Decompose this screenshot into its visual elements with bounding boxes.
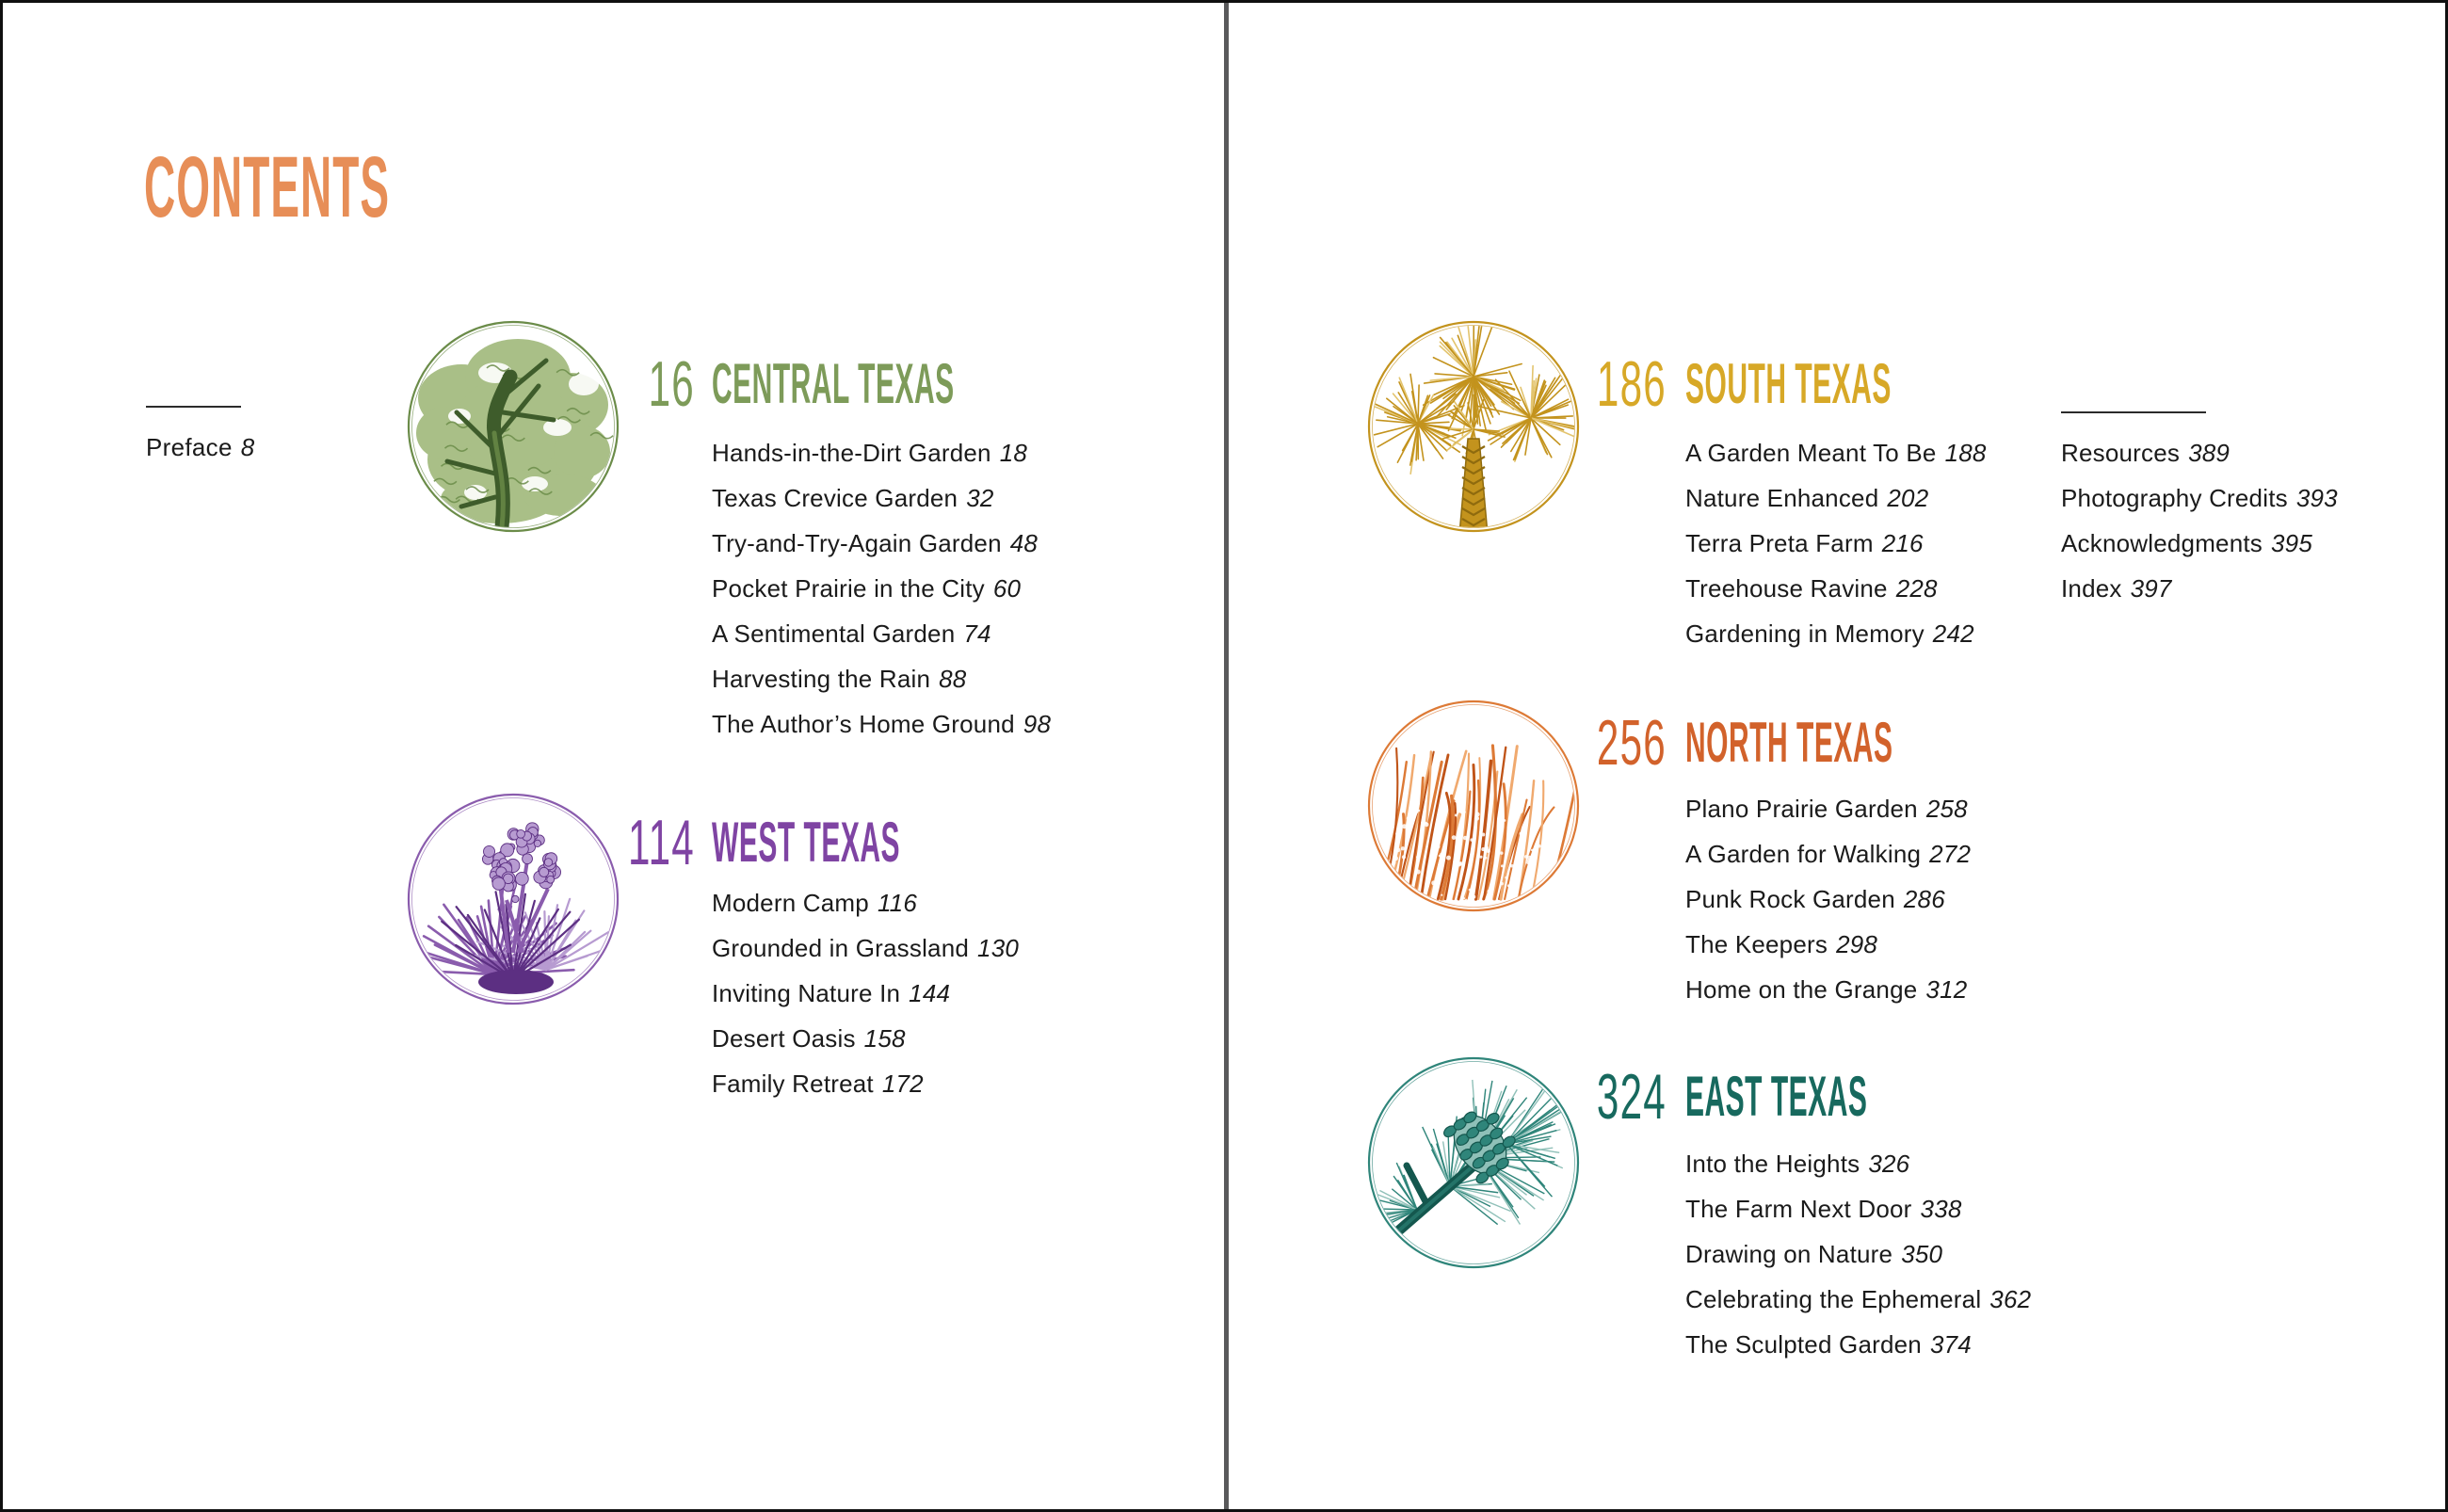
end-matter-list	[2061, 430, 2338, 611]
section-page-number: 114	[628, 807, 695, 878]
end-matter-title: Index	[2061, 574, 2122, 603]
chapter-page-number: 286	[1903, 885, 1945, 913]
chapter-page-number: 272	[1929, 840, 1972, 868]
chapter-page-number: 362	[1989, 1285, 2032, 1313]
page-title: CONTENTS	[144, 139, 390, 235]
chapter-page-number: 144	[909, 979, 951, 1007]
chapter-title: Grounded in Grassland	[712, 934, 970, 962]
chapter-page-number: 60	[992, 574, 1022, 603]
chapter-page-number: 374	[1929, 1330, 1972, 1359]
end-matter-page-number: 393	[2295, 484, 2338, 512]
yucca-icon	[405, 791, 621, 1007]
chapter-title: Home on the Grange	[1685, 975, 1918, 1004]
chapter-title: The Farm Next Door	[1685, 1195, 1912, 1223]
chapter-page-number: 48	[1009, 529, 1039, 557]
section-title: CENTRAL TEXAS	[712, 352, 955, 415]
section-page-number: 256	[1596, 707, 1667, 779]
chapter-entry	[1685, 877, 1971, 922]
chapter-entry	[1685, 611, 1987, 656]
end-matter-entry	[2061, 475, 2338, 521]
chapter-page-number: 338	[1920, 1195, 1962, 1223]
chapter-title: Desert Oasis	[712, 1024, 856, 1053]
chapter-title: Hands-in-the-Dirt Garden	[712, 439, 991, 467]
chapter-entry	[712, 475, 1051, 521]
end-matter-title: Acknowledgments	[2061, 529, 2263, 557]
chapter-title: Plano Prairie Garden	[1685, 795, 1918, 823]
section-title: EAST TEXAS	[1685, 1065, 1868, 1128]
chapter-title: A Garden for Walking	[1685, 840, 1922, 868]
chapter-page-number: 158	[863, 1024, 906, 1053]
chapter-page-number: 258	[1925, 795, 1968, 823]
chapter-page-number: 312	[1925, 975, 1968, 1004]
chapter-title: Celebrating the Ephemeral	[1685, 1285, 1982, 1313]
chapter-entry	[1685, 1231, 2031, 1277]
oak-tree-icon	[405, 318, 621, 535]
chapter-entry	[1685, 1141, 2031, 1186]
chapter-page-number: 18	[999, 439, 1028, 467]
chapter-title: Inviting Nature In	[712, 979, 901, 1007]
section-page-number: 186	[1596, 348, 1667, 420]
chapter-entry	[1685, 967, 1971, 1012]
chapter-list	[1685, 430, 1987, 656]
chapter-page-number: 216	[1881, 529, 1924, 557]
chapter-entry	[712, 611, 1051, 656]
chapter-entry	[1685, 521, 1987, 566]
end-matter-page-number: 389	[2188, 439, 2231, 467]
chapter-page-number: 326	[1868, 1150, 1910, 1178]
end-matter-page-number: 397	[2130, 574, 2172, 603]
chapter-title: Into the Heights	[1685, 1150, 1860, 1178]
chapter-entry	[712, 566, 1051, 611]
preface-page-number: 8	[240, 433, 255, 461]
chapter-entry	[712, 430, 1051, 475]
chapter-entry	[712, 925, 1019, 971]
page-gutter-divider	[1224, 3, 1229, 1512]
chapter-list	[712, 430, 1051, 747]
chapter-title: Punk Rock Garden	[1685, 885, 1895, 913]
preface-label: Preface	[146, 433, 233, 461]
section-title: NORTH TEXAS	[1685, 711, 1893, 774]
chapter-title: The Author’s Home Ground	[712, 710, 1015, 738]
chapter-list	[712, 880, 1019, 1106]
chapter-title: The Sculpted Garden	[1685, 1330, 1922, 1359]
chapter-title: A Sentimental Garden	[712, 619, 956, 648]
preface-entry	[146, 428, 254, 466]
section-page-number: 324	[1596, 1061, 1667, 1133]
chapter-title: Try-and-Try-Again Garden	[712, 529, 1002, 557]
section-title: WEST TEXAS	[712, 811, 901, 874]
chapter-entry	[712, 880, 1019, 925]
chapter-page-number: 32	[966, 484, 994, 512]
chapter-title: A Garden Meant To Be	[1685, 439, 1937, 467]
chapter-page-number: 116	[877, 889, 917, 917]
chapter-list	[1685, 786, 1971, 1012]
chapter-entry	[1685, 922, 1971, 967]
chapter-entry	[1685, 1277, 2031, 1322]
chapter-entry	[712, 1016, 1019, 1061]
chapter-entry	[712, 701, 1051, 747]
chapter-entry	[1685, 786, 1971, 831]
chapter-entry	[712, 971, 1019, 1016]
chapter-page-number: 242	[1932, 619, 1974, 648]
chapter-entry	[1685, 475, 1987, 521]
chapter-page-number: 202	[1887, 484, 1929, 512]
chapter-title: Harvesting the Rain	[712, 665, 931, 693]
chapter-page-number: 98	[1023, 710, 1052, 738]
chapter-title: Gardening in Memory	[1685, 619, 1925, 648]
chapter-page-number: 88	[939, 665, 967, 693]
chapter-page-number: 130	[977, 934, 1020, 962]
end-matter-entry	[2061, 430, 2338, 475]
chapter-entry	[1685, 566, 1987, 611]
chapter-title: The Keepers	[1685, 930, 1828, 958]
chapter-page-number: 298	[1836, 930, 1878, 958]
chapter-list	[1685, 1141, 2031, 1367]
end-matter-title: Photography Credits	[2061, 484, 2288, 512]
chapter-page-number: 228	[1895, 574, 1938, 603]
section-page-number: 16	[648, 348, 695, 420]
palm-tree-icon	[1365, 318, 1582, 535]
chapter-title: Texas Crevice Garden	[712, 484, 958, 512]
chapter-title: Terra Preta Farm	[1685, 529, 1874, 557]
pine-branch-icon	[1365, 1054, 1582, 1271]
end-matter-entry	[2061, 566, 2338, 611]
end-matter-page-number: 395	[2271, 529, 2312, 557]
preface-rule	[146, 406, 241, 408]
chapter-entry	[1685, 430, 1987, 475]
chapter-title: Drawing on Nature	[1685, 1240, 1893, 1268]
chapter-entry	[712, 521, 1051, 566]
chapter-title: Pocket Prairie in the City	[712, 574, 985, 603]
chapter-entry	[1685, 1322, 2031, 1367]
chapter-page-number: 350	[1901, 1240, 1943, 1268]
end-matter-title: Resources	[2061, 439, 2181, 467]
end-matter-rule	[2061, 411, 2206, 413]
chapter-title: Modern Camp	[712, 889, 869, 917]
chapter-entry	[712, 656, 1051, 701]
chapter-entry	[712, 1061, 1019, 1106]
chapter-title: Treehouse Ravine	[1685, 574, 1888, 603]
prairie-grass-icon	[1365, 698, 1582, 914]
chapter-page-number: 74	[963, 619, 991, 648]
chapter-title: Nature Enhanced	[1685, 484, 1879, 512]
section-title: SOUTH TEXAS	[1685, 352, 1892, 415]
end-matter-entry	[2061, 521, 2338, 566]
chapter-title: Family Retreat	[712, 1070, 874, 1098]
chapter-page-number: 188	[1944, 439, 1987, 467]
chapter-entry	[1685, 831, 1971, 877]
chapter-entry	[1685, 1186, 2031, 1231]
chapter-page-number: 172	[881, 1070, 924, 1098]
